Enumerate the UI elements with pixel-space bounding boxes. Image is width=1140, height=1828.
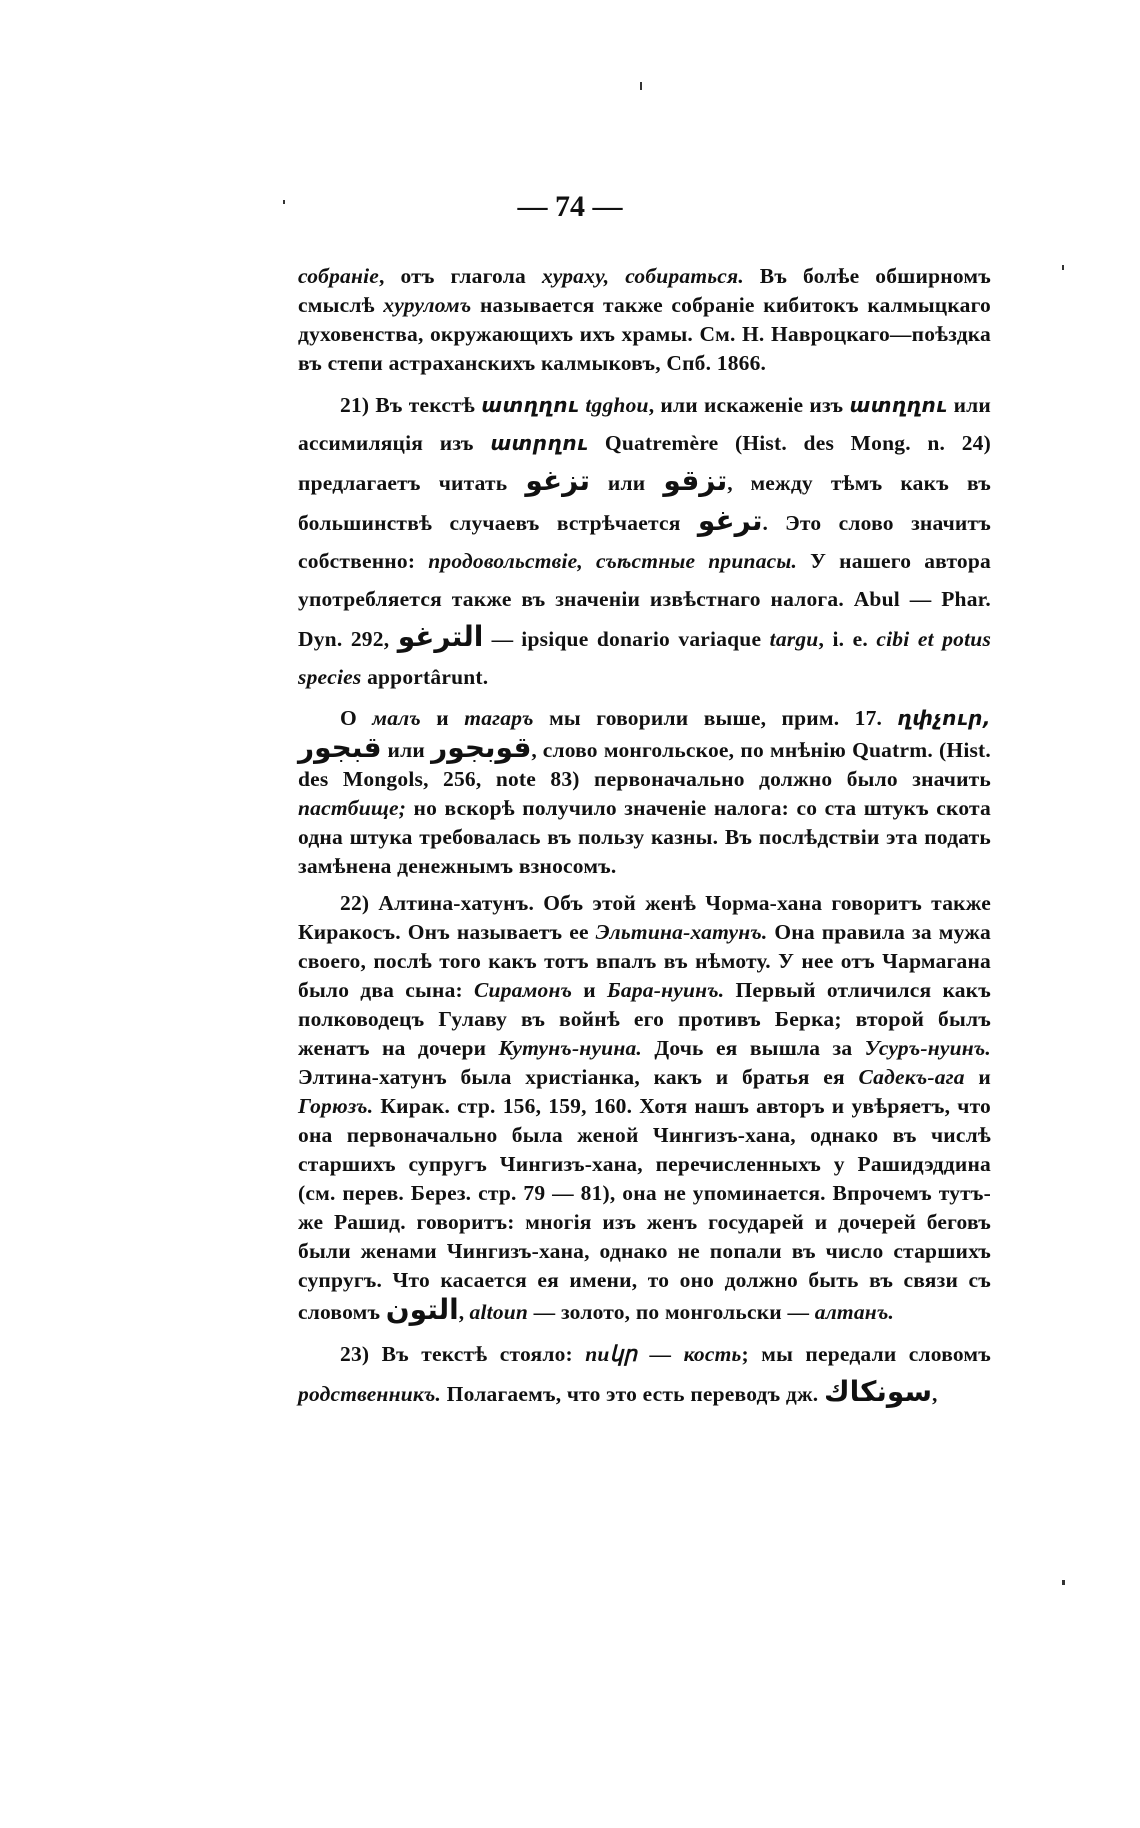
- text-span: тагаръ: [464, 706, 534, 730]
- text-span: или ассимиляція изъ: [298, 393, 992, 455]
- text-span: , или искаженіе изъ: [648, 393, 850, 417]
- text-span: ,: [932, 1382, 938, 1406]
- text-span: Сирамонъ: [474, 978, 573, 1002]
- text-span: ; мы передали словомъ: [741, 1342, 991, 1366]
- text-span: Горюзъ.: [298, 1094, 374, 1118]
- text-span: У нашего автора употребляется также въ значеніи извѣстнаго налога. Abul — Phar. Dyn. 292,: [298, 549, 991, 651]
- text-span: — золото, по монгольски —: [528, 1300, 815, 1324]
- text-span: пиկր — кость: [585, 1342, 742, 1366]
- text-span: продовольствіе, съѣстные припасы.: [428, 549, 798, 573]
- paragraph-3: [298, 704, 991, 881]
- text-span: , между тѣмъ какъ въ большинствѣ случаевъ встрѣчается: [298, 471, 991, 535]
- mongolian-word: ատրղու: [490, 431, 589, 455]
- arabic-word: سونكاك: [823, 1375, 933, 1408]
- text-span: пастбище;: [298, 796, 407, 820]
- scan-speck: [1062, 1580, 1065, 1585]
- text-span: и: [572, 978, 608, 1002]
- scan-speck: [640, 82, 642, 90]
- scan-speck: [1062, 265, 1064, 270]
- text-span: называется также собраніе кибитокъ калмыцкаго духовенства, окружающихъ ихъ храмы. См. Н. Навроцкаго—поѣздка въ степи астраханскихъ калмыковъ, Спб. 1866.: [298, 293, 991, 375]
- text-span: Въ болѣе обширномъ смыслѣ: [298, 264, 991, 317]
- text-span: Элтина-хатунъ была христіанка, какъ и братья ея: [298, 1065, 859, 1089]
- text-span: Она правила за мужа своего, послѣ того какъ тотъ впалъ въ нѣмоту. У нее отъ Чармагана было два сына:: [298, 920, 991, 1002]
- text-span: . Это слово значитъ собственно:: [298, 511, 991, 573]
- text-span: мы говорили выше, прим. 17.: [533, 706, 898, 730]
- text-span: , i. e.: [818, 627, 877, 651]
- mongolian-word: ղփչուր,: [897, 706, 991, 730]
- text-span: Кирак. стр. 156, 159, 160. Хотя нашъ авторъ и увѣряетъ, что она первоначально была женой Чингизъ-хана, однако въ числѣ старшихъ супругъ Чингизъ-хана, перечисленныхъ у Рашидэддина (см. перев. Берез. стр. 79 — 81), она не упоминается. Впрочемъ тутъ-же Рашид. говоритъ: многія изъ женъ государей и дочерей беговъ были женами Чингизъ-хана, однако не попали въ число старшихъ супругъ. Что касается ея имени, то оно должно быть въ связи съ словомъ: [298, 1094, 991, 1324]
- text-span: алтанъ.: [814, 1300, 895, 1324]
- arabic-word: تزقو: [663, 464, 728, 497]
- arabic-word: قوبجور: [431, 731, 532, 764]
- text-span: 22) Алтина-хатунъ. Объ этой женѣ Чорма-хана говоритъ также Киракосъ. Онъ называетъ ее: [298, 891, 991, 944]
- text-span: хураху, собираться.: [541, 264, 744, 288]
- text-span: О: [340, 706, 373, 730]
- arabic-word: تزغو: [525, 464, 591, 497]
- text-span: altoun: [469, 1300, 529, 1324]
- text-span: , слово монгольское, по мнѣнію Quatrm. (Hist. des Mongols, 256, note 83) первоначально должно было значить: [298, 738, 991, 791]
- text-span: собраніе: [298, 264, 380, 288]
- arabic-word: ترغو: [697, 504, 763, 537]
- page-number: — 74 —: [517, 190, 623, 223]
- arabic-word: قبجور: [298, 731, 382, 764]
- arabic-word: الترغو: [397, 620, 484, 653]
- text-span: Дочь ея вышла за: [642, 1036, 865, 1060]
- text-span: хуруломъ: [383, 293, 472, 317]
- text-span: и: [964, 1065, 991, 1089]
- text-span: Садекъ-ага: [858, 1065, 965, 1089]
- paragraph-4-note-22: [298, 889, 991, 1327]
- text-span: родственникъ.: [298, 1382, 442, 1406]
- text-span: но вскорѣ получило значеніе налога: со ста штукъ скота одна штука требовалась въ пользу казны. Въ послѣдствіи эта подать замѣнена денежнымъ взносомъ.: [298, 796, 991, 878]
- arabic-word: التون: [385, 1293, 459, 1326]
- text-span: и: [420, 706, 465, 730]
- scan-speck: [283, 200, 285, 204]
- text-span: или: [381, 738, 432, 762]
- text-span: Бара-нуинъ.: [607, 978, 725, 1002]
- text-span: Усуръ-нуинъ.: [864, 1036, 991, 1060]
- text-span: малъ: [372, 706, 421, 730]
- text-span: Полагаемъ, что это есть переводъ дж.: [441, 1382, 824, 1406]
- mongolian-word: ատղղու: [481, 393, 580, 417]
- text-span: Quatremère (Hist. des Mong. n. 24) предлагаетъ читать: [298, 431, 991, 495]
- text-span: Первый отличился какъ полководецъ Гулаву въ войнѣ его противъ Берка; второй былъ женатъ на дочери: [298, 978, 991, 1060]
- text-span: Кутунъ-нуина.: [498, 1036, 642, 1060]
- text-span: 21) Въ текстѣ: [340, 393, 482, 417]
- paragraph-2-note-21: [298, 386, 991, 696]
- text-span: cibi et potus species: [298, 627, 992, 689]
- paragraph-1: [298, 262, 991, 378]
- paragraph-5-note-23: [298, 1335, 991, 1413]
- text-span: apportârunt.: [361, 665, 489, 689]
- text-span: tgghou: [585, 393, 649, 417]
- page-body: [298, 262, 991, 1421]
- mongolian-word: ատղղու: [849, 393, 948, 417]
- text-span: — ipsique donario variaque: [483, 627, 770, 651]
- text-span: ,: [458, 1300, 470, 1324]
- text-span: targu: [769, 627, 819, 651]
- text-span: Эльтина-хатунъ.: [595, 920, 768, 944]
- text-span: или: [590, 471, 664, 495]
- text-span: , отъ глагола: [379, 264, 542, 288]
- text-span: 23) Въ текстѣ стояло:: [340, 1342, 586, 1366]
